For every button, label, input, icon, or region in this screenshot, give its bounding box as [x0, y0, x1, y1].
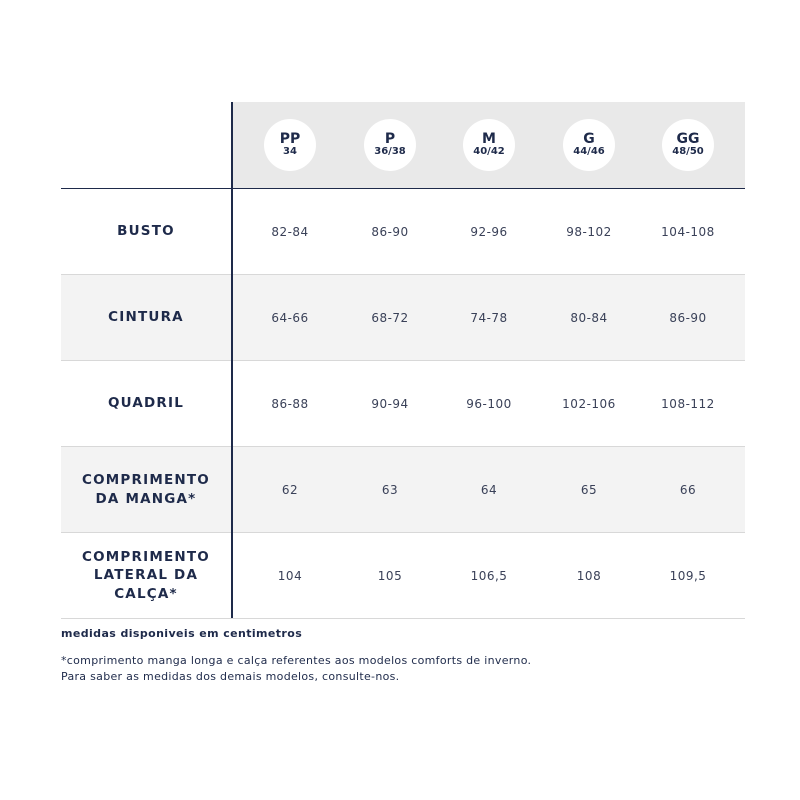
table-cell: 86-90	[371, 224, 409, 239]
size-number: 36/38	[374, 146, 406, 158]
table-cell: 66	[679, 482, 697, 497]
size-badge	[463, 119, 515, 171]
footnote-line: Para saber as medidas dos demais modelos, consulte-nos.	[61, 670, 400, 683]
size-table	[61, 102, 745, 602]
size-label: GG	[676, 131, 700, 148]
size-label: P	[384, 131, 396, 148]
size-badge	[364, 119, 416, 171]
size-header-g	[539, 102, 639, 188]
table-cell: 106,5	[470, 568, 508, 583]
size-label: PP	[279, 131, 301, 148]
table-cell: 62	[281, 482, 299, 497]
footnote-line: *comprimento manga longa e calça referentes aos modelos comforts de inverno.	[61, 654, 532, 667]
row-label: QUADRIL	[107, 395, 185, 412]
table-row-quadril	[61, 361, 745, 447]
size-label: M	[482, 131, 496, 148]
table-cell: 74-78	[470, 310, 508, 325]
table-row-comprimento-calca	[61, 533, 745, 619]
units-note: medidas disponiveis em centimetros	[61, 627, 303, 640]
table-row-busto	[61, 189, 745, 275]
size-number: 34	[283, 146, 297, 158]
table-cell: 104-108	[661, 224, 715, 239]
measurement-rows	[61, 189, 745, 619]
table-cell: 90-94	[371, 396, 409, 411]
table-cell: 64	[480, 482, 498, 497]
table-cell: 102-106	[562, 396, 616, 411]
row-label: CINTURA	[108, 309, 184, 326]
row-label: COMPRIMENTO LATERAL DA CALÇA*	[82, 549, 210, 602]
table-cell: 92-96	[470, 224, 508, 239]
table-cell: 109,5	[669, 568, 707, 583]
table-cell: 82-84	[271, 224, 309, 239]
table-cell: 80-84	[570, 310, 608, 325]
size-number: 44/46	[573, 146, 605, 158]
size-number: 40/42	[473, 146, 505, 158]
size-label: G	[583, 131, 595, 148]
table-cell: 108-112	[661, 396, 715, 411]
size-badge	[662, 119, 714, 171]
size-header-pp	[240, 102, 340, 188]
table-cell: 96-100	[466, 396, 512, 411]
size-badge	[264, 119, 316, 171]
table-cell: 64-66	[271, 310, 309, 325]
size-number: 48/50	[672, 146, 704, 158]
column-divider	[231, 102, 233, 618]
table-cell: 86-90	[669, 310, 707, 325]
row-label: BUSTO	[117, 223, 175, 240]
size-header-p	[340, 102, 440, 188]
table-cell: 86-88	[271, 396, 309, 411]
table-row-comprimento-manga	[61, 447, 745, 533]
table-cell: 104	[277, 568, 303, 583]
table-row-cintura	[61, 275, 745, 361]
table-cell: 68-72	[371, 310, 409, 325]
size-badge	[563, 119, 615, 171]
table-cell: 65	[580, 482, 598, 497]
row-label: COMPRIMENTO DA MANGA*	[82, 472, 210, 507]
table-cell: 98-102	[566, 224, 612, 239]
table-cell: 105	[377, 568, 403, 583]
footnote	[61, 653, 531, 685]
table-cell: 108	[576, 568, 602, 583]
size-header-row	[61, 102, 745, 188]
size-header-m	[439, 102, 539, 188]
table-cell: 63	[381, 482, 399, 497]
size-header-gg	[638, 102, 738, 188]
